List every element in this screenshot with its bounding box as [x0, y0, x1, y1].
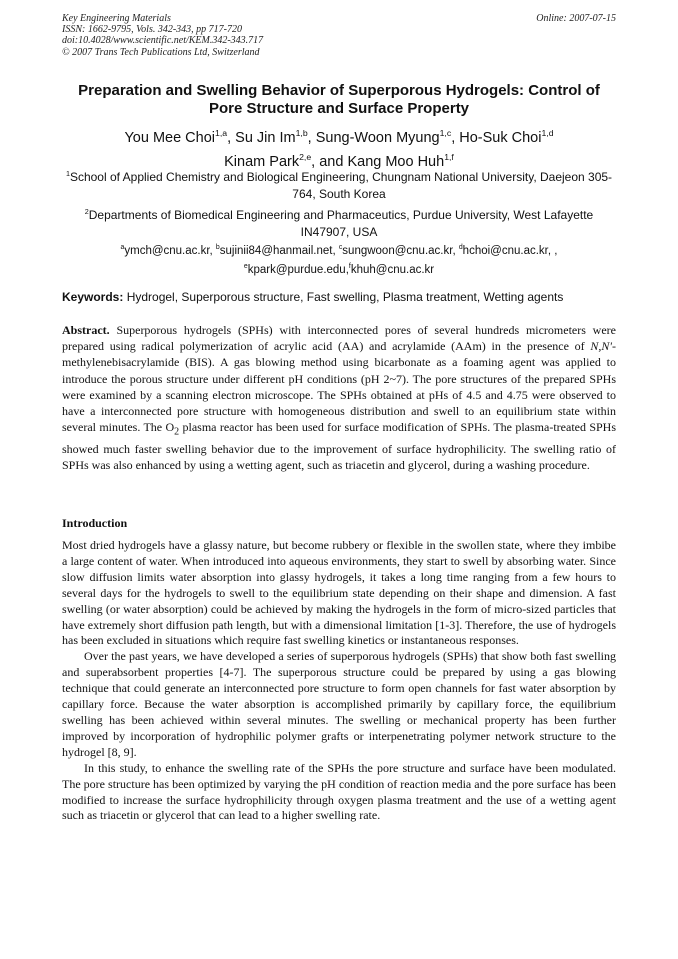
author-sup: 1,c: [439, 128, 452, 138]
intro-paragraph: Over the past years, we have developed a series of superporous hydrogels (SPHs) that show both fast swelling and superabsorbent properties [4-7]. The superporous structure could be prepared by using a gas blowing technique that could generate an interconnected pore structure to form open channels for fast water absorption by capillary force. Because the water absorption is accomplished primarily by capillary force, the equilibrium swelling has been achieved within several minutes. The swelling or mechanical property has been further improved by incorporation of hydrophilic polymer grafts or interpenetrating polymer network structure to the hydrogel [8, 9].: [62, 649, 616, 759]
email-link[interactable]: khuh@cnu.ac.kr: [350, 263, 435, 276]
intro-paragraph: Most dried hydrogels have a glassy nature, but become rubbery or flexible in the swollen state, where they imbibe a large content of water. When introduced into aqueous environments, they start to swell by absorbing water. Since slow diffusion limits water absorption into glassy hydrogels, it takes a long time ranging from a few hours to several days for the hydrogels to swell to the equilibrium state depending on their shape and dimension. A fast swelling (or water absorption) could be achieved by making the hydrogels in the form of micro-sized particles that have extremely short diffusion path length, but with a dimensional limitation [1-3]. Therefore, the use of hydrogels has been excluded in situations which require fast swelling kinetics or instantaneous responses.: [62, 538, 616, 648]
email-sup: f: [348, 262, 351, 270]
affiliation-2: [62, 204, 616, 240]
author-name: Sung-Woon Myung: [315, 129, 440, 146]
author-name: Kang Moo Huh: [347, 153, 445, 170]
introduction-heading: Introduction: [62, 516, 128, 530]
email-sup: b: [215, 244, 220, 251]
email-sup: a: [120, 244, 125, 251]
abstract: [62, 322, 616, 473]
affiliation-text: School of Applied Chemistry and Biological Engineering, Chungnam National University, Daejeon 305-764, South Korea: [69, 170, 613, 201]
author-name: Su Jin Im: [235, 129, 296, 146]
author-name: Ho-Suk Choi: [459, 129, 542, 146]
affiliation-1: [62, 166, 616, 202]
author-name: Kinam Park: [224, 153, 300, 170]
journal-name: Key Engineering Materials: [62, 13, 171, 24]
author-name: You Mee Choi: [124, 129, 216, 146]
affiliation-sup: 2: [84, 207, 89, 216]
email-link[interactable]: sujinii84@hanmail.net: [219, 244, 333, 257]
author-sup: 1,a: [215, 128, 228, 138]
introduction-body: [62, 538, 616, 824]
keywords-label: Keywords:: [62, 290, 124, 304]
abstract-subscript: 2: [174, 426, 180, 438]
journal-issn: ISSN: 1662-9795, Vols. 342-343, pp 717-720: [62, 24, 242, 36]
email-link[interactable]: ymch@cnu.ac.kr: [124, 244, 210, 257]
author-list: You Mee Choi$^{1,a}$, Su Jin Im$^{1,b}$, Sung-Woon Myung$^{1,c}$, Ho-Suk Choi$^{1,d}$ Kinam Park$^{2,e}$, and Kang Moo Huh$^{1,f}$: [124, 128, 554, 170]
email-sup: e: [243, 262, 248, 270]
journal-header: [62, 13, 616, 58]
author-sup: 1,b: [295, 128, 308, 138]
affiliation-text: Departments of Biomedical Engineering and Pharmaceutics, Purdue University, West Lafayette IN47907, USA: [88, 208, 594, 239]
abstract-text: plasma reactor has been used for surface modification of SPHs. The plasma-treated SPHs showed much faster swelling behavior due to the improvement of surface hydrophilicity. The swelling ratio of SPHs was also enhanced by using a wetting agent, such as triacetin and glycerol, during a washing procedure.: [62, 420, 617, 473]
affiliation-sup: 1: [65, 169, 70, 178]
email-sup: d: [458, 244, 463, 251]
abstract-italic: N,N': [590, 339, 612, 354]
author-sup: 2,e: [299, 151, 312, 162]
abstract-text: Superporous hydrogels (SPHs) with interconnected pores of several hundreds micrometers were prepared using radical polymerization of acrylic acid (AA) and acrylamide (AAm) in the presence of: [62, 323, 616, 354]
author-sup: 1,d: [541, 128, 554, 138]
keywords: [62, 289, 616, 305]
paper-title: Preparation and Swelling Behavior of Superporous Hydrogels: Control of Pore Structure and Surface Property: [78, 82, 600, 117]
online-date: Online: 2007-07-15: [536, 13, 616, 24]
author-sup: 1,f: [444, 151, 454, 162]
email-link[interactable]: hchoi@cnu.ac.kr: [462, 244, 548, 257]
email-link[interactable]: kpark@purdue.edu: [247, 263, 346, 276]
intro-paragraph: In this study, to enhance the swelling rate of the SPHs the pore structure and surface have been modulated. The pore structure has been optimized by varying the pH condition of reaction media and the pore surface has been modified to increase the surface hydrophilicity through oxygen plasma treatment and the use of a wetting agent such as triacetin or glycerol that can lead to a higher swelling rate.: [62, 760, 616, 823]
email-link[interactable]: sungwoon@cnu.ac.kr: [342, 244, 453, 257]
abstract-text: -methylenebisacrylamide (BIS). A gas blowing method using bicarbonate as a foaming agent was applied to introduce the porous structure under different pH conditions (pH 2~7). The pore structures of the prepared SPHs were examined by a scanning electron microscope. The SPHs obtained at pHs of 4.5 and 4.75 were observed to have a interconnected pore structure with homogeneous distribution and swell to an equilibrium state within several minutes. The O: [62, 339, 616, 435]
keywords-text: Hydrogel, Superporous structure, Fast swelling, Plasma treatment, Wetting agents: [126, 290, 564, 304]
email-sup: c: [338, 244, 343, 251]
journal-doi: doi:10.4028/www.scientific.net/KEM.342-343.717: [62, 35, 264, 47]
journal-copyright: © 2007 Trans Tech Publications Ltd, Switzerland: [62, 46, 260, 58]
author-emails: $^a$ymch@cnu.ac.kr, $^b$sujinii84@hanmail.net, $^c$sungwoon@cnu.ac.kr, $^d$hchoi@cnu.ac.kr, , $^e$kpark@purdue.edu,$^f$khuh@cnu.ac.kr: [120, 244, 558, 276]
abstract-label: Abstract.: [62, 323, 110, 337]
